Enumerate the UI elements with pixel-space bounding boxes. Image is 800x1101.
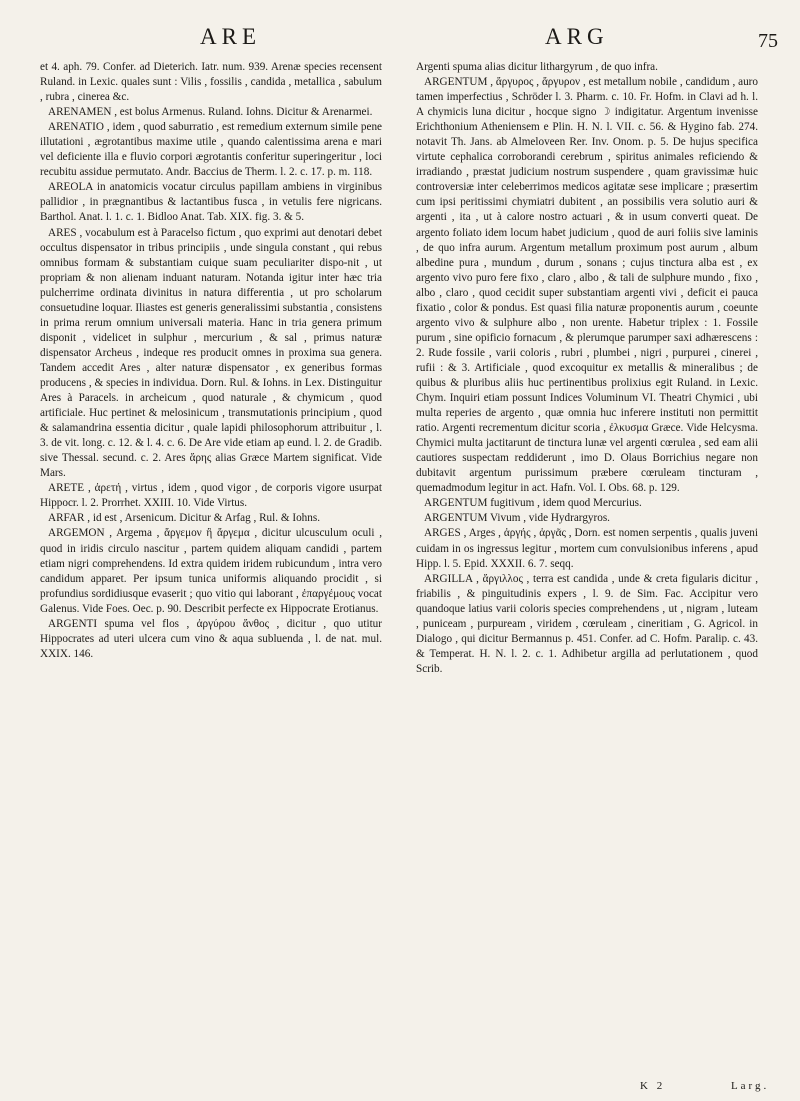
entry-arete: ARETE , ἀρετή , virtus , idem , quod vigor , de corporis vigore usurpat Hippocr. l. 2. Prorrhet. XXIII. 10. Vide Virtus. [40, 482, 382, 510]
entry-paragraph: et 4. aph. 79. Confer. ad Dieterich. Iatr. num. 939. Arenæ species recensent Ruland. in Lexic. quales sunt : Vilis , fossilis , candida , metallica , sabulum , rubra , cinerea &c. [40, 61, 382, 104]
entry-argentum-fugitivum: ARGENTUM fugitivum , idem quod Mercurius. [424, 497, 642, 510]
header-right-title: ARG [545, 24, 609, 49]
entry-arges: ARGES , Arges , ἀργής , ἀργᾶς , Dorn. est nomen serpentis , qualis juveni cuidam in os ingressus legitur , mortem cum convulsionibus inferens , apud Hipp. l. 5. Epid. XXXII. 6. 7. seqq. [416, 527, 758, 570]
right-column [416, 60, 758, 677]
entry-ares: ARES , vocabulum est à Paracelso fictum , quo exprimi aut denotari debet occultus dispensator in tribus principiis , unde singula constant , qui rebus omnibus formam & substantiam cuique suam peculiariter dispo-nit , ut propriam & non alienam induant naturam. Notanda igitur inter hæc tria pulcherrime ordinata divinitus in natura differentia , ut pro scholarum consuetudine loquar. Iliastes est generis generalissimi substantia , consistens in prima rerum omnium universali materia. Hanc in tria genera primum disponit , videlicet in sulphur , mercurium , & sal , primus naturæ dispensator Archeus , indeque res producit omnes in proxima sua genera. Tandem accedit Ares , alter naturæ dispensator , ex generibus formas producens , & species in individua. Dorn. Rul. & Iohns. in Lex. Distinguitur Ares à Paracels. in archeicum , quod naturale , & chymicum , quod artificiale. Huc pertinet & melosinicum , transmutationis principium , quod & salamandrina essentia dicitur , quale lapidi philosophorum attribuitur , l. 3. de vit. long. c. 12. & l. 4. c. 6. De Are vide etiam ap eund. l. 2. de Gradib. sive Thessal. secund. c. 2. Ares ἄρης alias Græce Martem significat. Vide Mars. [40, 226, 382, 480]
entry-arfar: ARFAR , id est , Arsenicum. Dicitur & Arfag , Rul. & Iohns. [48, 512, 321, 525]
entry-arenamen: ARENAMEN , est bolus Armenus. Ruland. Iohns. Dicitur & Arenarmei. [48, 106, 373, 119]
entry-arenatio: ARENATIO , idem , quod saburratio , est remedium externum simile pene illutationi , ægrotantibus maxime utile , quando calentissima arena e mari vel deficiente illa e fluvio corpori ægrotantis conferitur superingeritur , loci recubitu assidue permutato. Andr. Baccius de Therm. l. 2. c. 17. p. m. 118. [40, 121, 382, 179]
entry-areola: AREOLA in anatomicis vocatur circulus papillam ambiens in virginibus pallidior , in prægnantibus & lactantibus fusca , in vetulis fere nigricans. Barthol. Anat. l. 1. c. 1. Bidloo Anat. Tab. XIX. fig. 3. & 5. [40, 181, 382, 224]
entry-argentum: ARGENTUM , ἄργυρος , ἄργυρον , est metallum nobile , candidum , auro tamen imperfectius , Schröder l. 3. Pharm. c. 10. Fr. Hofm. in Clavi ad h. l. A chymicis luna dicitur , hocque signo ☽ indigitatur. Argentum invenisse Erichthonium Atheniensem e Plin. H. N. l. VII. c. 56. & Hygino fab. 274. notavit Th. Jans. ab Almeloveen Rer. Inv. Onom. p. 5. De hujus specifica virtute cephalica corroborandi cerebrum , spiritus animales reficiendo & irradiando , præstat judicium nostrum suspendere , quam gravissimæ huic controversiæ inter celeberrimos medicos agitatæ sese implicare ; præsertim cum ipsi peritissimi chymiatri dubitent , an possibilis vera solutio auri & argenti , ita , ut à calore nostro actuari , & in usum converti queat. De argento foliato idem locum habet judicium , quod de auri foliis sive laminis , de quo infra aurum. Argentum metallum proximum post aurum , album albedine pura , mundum , durum , sonans ; cujus tinctura alba est , ex argento vivo puro fere fixo , claro , albo , & tali de sulphure mundo , fixo , albo , claro , quod cecidit super substantiam argenti vivi , deficit ei pauca fixatio , color & pondus. Est quasi filia naturæ proponentis aurum , coeunte argento vivo & sulphure albo , non urente. Habetur triplex : 1. Fossile purum , sine opificio fornacum , & plerumque parumper saxi adhærescens : 2. Rude fossile , varii coloris , rubri , plumbei , nigri , purpurei , cinerei , rufii : & 3. Artificiale , quod excoquitur ex metallis & mineralibus ; de quibus & pluribus aliis huc pertinentibus prolixius egit Ruland. in Lexic. Chym. Inquiri etiam possunt Indices Voluminum VI. Theatri Chymici , ubi multa reperies de argento , quæ omnia huc inferere instituti non permittit ratio. Argenti recrementum dicitur scoria , ἐλκυσμα Græce. Vide Helcysma. Chymici multa jactitarunt de tinctura lunæ vel argenti cœrulea , sed eam alii cautiores suspectam reddiderunt , imo D. Olaus Borrichius negare non dubitavit argentum purissimum præbere cœruleam tincturam , quemadmodum legitur in act. Hafn. Vol. I. Obs. 68. p. 129. [416, 76, 758, 495]
page-number: 75 [758, 30, 778, 52]
entry-paragraph: Argenti spuma alias dicitur lithargyrum , de quo infra. [416, 61, 658, 73]
entry-argemon: ARGEMON , Argema , ἄργεμον ἢ ἄργεμα , dicitur ulcusculum oculi , quod in iridis circulo nascitur , partem quidem aliquam candidi , partem etiam nigri comprehendens. Id extra quidem iridem rubicundum , intra vero candidum apparet. Per ipsum tunica uniformis aliquando procidit , si profundius sordidiusque evaserit ; quo vitio qui laborant , ἐπαργέμους vocat Galenus. Vide Foes. Oec. p. 90. Describit perfecte ex Hippocrate Erotianus. [40, 527, 382, 615]
catchword: Larg. [730, 1080, 770, 1092]
entry-argilla: ARGILLA , ἄργιλλος , terra est candida , unde & creta figularis dicitur , friabilis , & pinguitudinis expers , l. 9. de Sim. Fac. Accipitur vero quandoque latius varii coloris species comprehendens , ut , nigram , luteam , puniceam , purpuream , viridem , cœruleam , cineritiam , G. Agricol. in Dialogo , qui dicitur Bermannus p. 451. Confer. ad C. Hofm. Paralip. c. 43. & Temperat. H. N. l. 2. c. 1. Adhibetur argilla ad perlutationem , quod Scrib. [416, 572, 758, 675]
entry-argenti-spuma: ARGENTI spuma vel flos , ἀργύρου ἄνθος , dicitur , quo utitur Hippocrates ad uteri ulcera cum vino & aqua subluenda , l. de nat. mul. XXIX. 146. [40, 617, 382, 660]
running-header [0, 0, 800, 56]
entry-argentum-vivum: ARGENTUM Vivum , vide Hydrargyros. [424, 512, 610, 525]
left-column [40, 60, 382, 662]
header-left-title: ARE [200, 24, 261, 49]
page-footer [640, 1080, 769, 1092]
signature-mark: K 2 [640, 1080, 666, 1092]
